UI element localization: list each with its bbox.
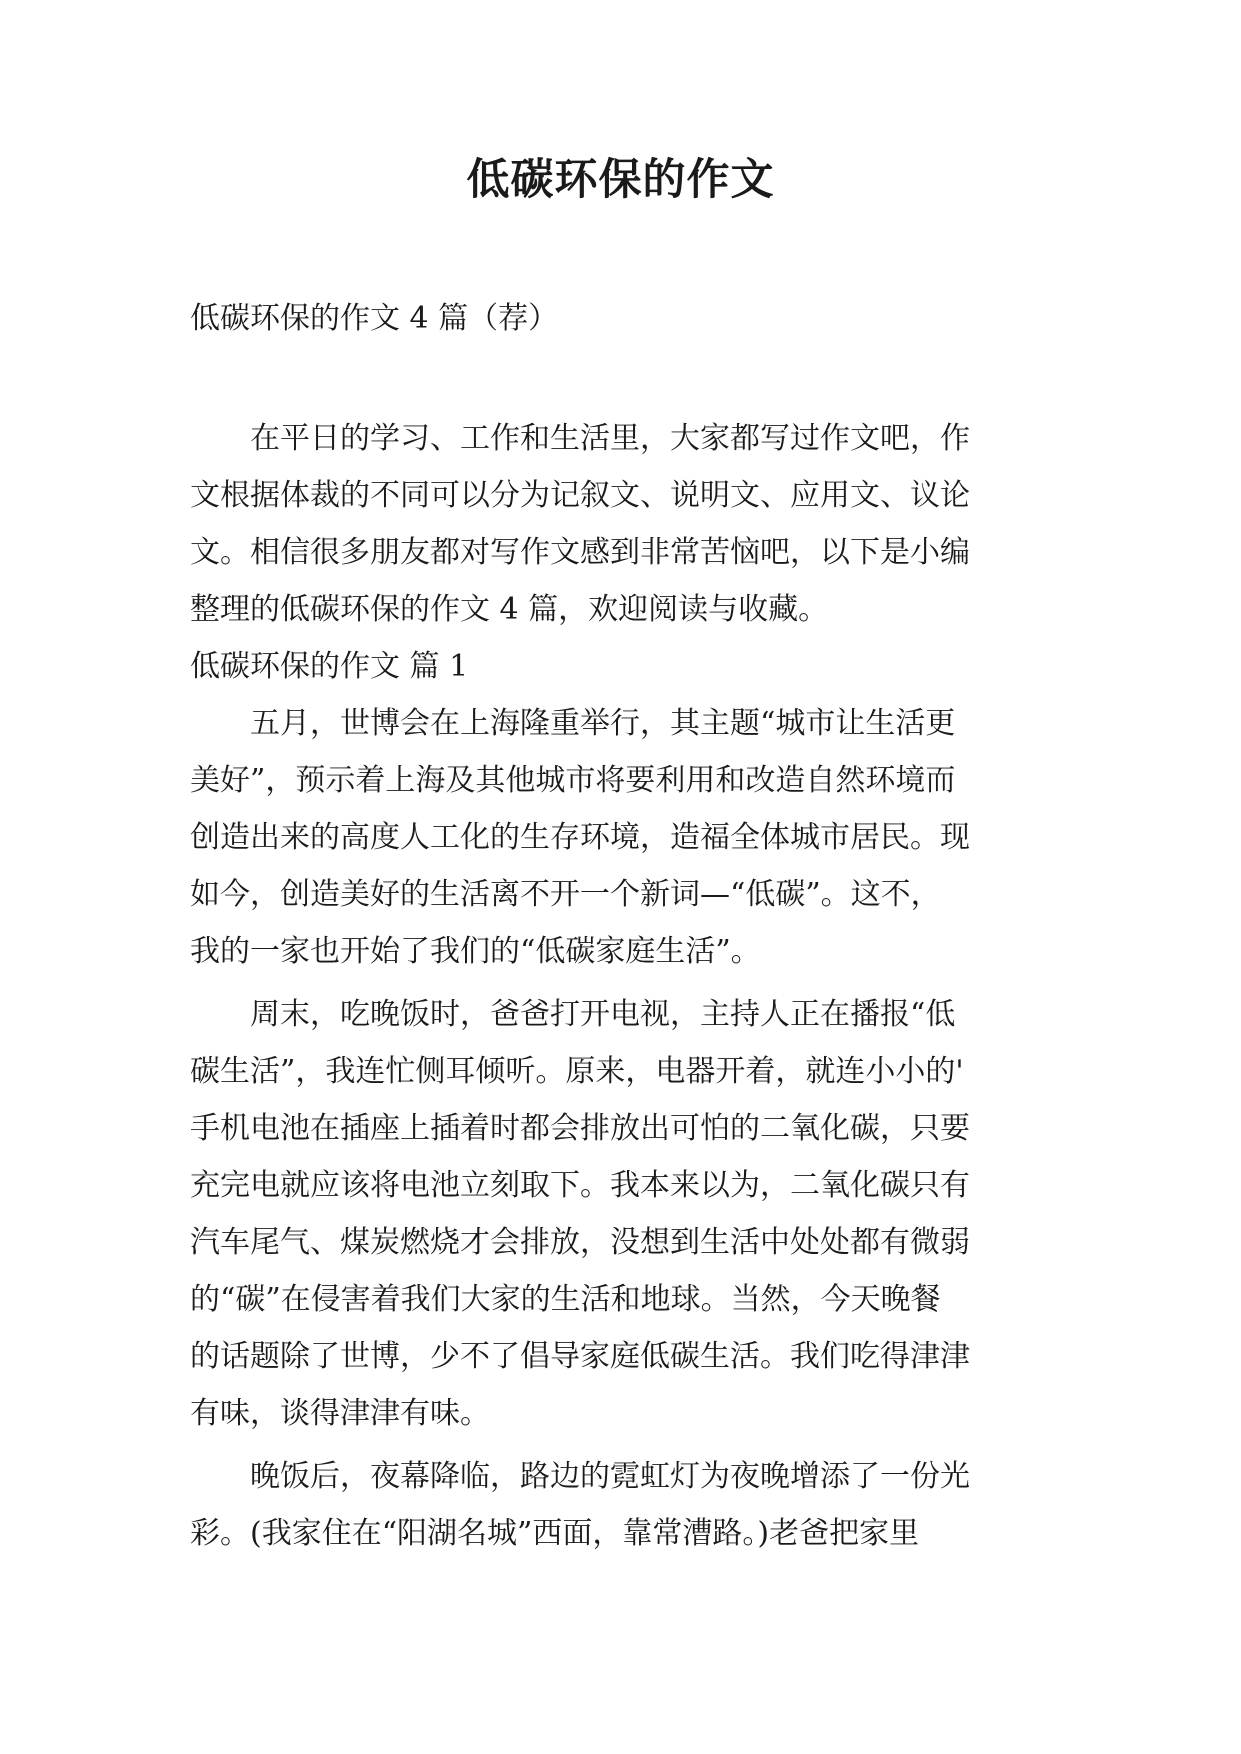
text-line: 的“碳”在侵害着我们大家的生活和地球。当然，今天晚餐 (190, 1282, 941, 1317)
text-line: 汽车尾气、煤炭燃烧才会排放，没想到生活中处处都有微弱 (190, 1225, 970, 1260)
text-line: 创造出来的高度人工化的生存环境，造福全体城市居民。现 (190, 820, 970, 855)
section-heading: 低碳环保的作文 篇 1 (190, 649, 469, 684)
text-line: 文根据体裁的不同可以分为记叙文、说明文、应用文、议论 (190, 478, 970, 513)
text-line: 碳生活”，我连忙侧耳倾听。原来，电器开着，就连小小的' (190, 1054, 964, 1089)
text-line: 晚饭后，夜幕降临，路边的霓虹灯为夜晚增添了一份光 (190, 1459, 970, 1494)
text-line: 整理的低碳环保的作文 4 篇，欢迎阅读与收藏。 (190, 592, 829, 627)
text-line: 文。相信很多朋友都对写作文感到非常苦恼吧，以下是小编 (190, 535, 970, 570)
text-line: 五月，世博会在上海隆重举行，其主题“城市让生活更 (190, 706, 956, 741)
text-line: 周末，吃晚饭时，爸爸打开电视，主持人正在播报“低 (190, 997, 956, 1032)
document-body (190, 290, 1052, 1562)
paragraph-2 (190, 986, 1052, 1442)
intro-paragraph (190, 410, 1052, 638)
paragraph-3 (190, 1448, 1052, 1562)
document-title: 低碳环保的作文 (466, 155, 775, 205)
document-subtitle: 低碳环保的作文 4 篇（荐） (190, 301, 559, 336)
text-line: 有味，谈得津津有味。 (190, 1396, 490, 1431)
text-line: 我的一家也开始了我们的“低碳家庭生活”。 (190, 934, 761, 969)
text-line: 在平日的学习、工作和生活里，大家都写过作文吧，作 (190, 421, 970, 456)
text-line: 彩。(我家住在“阳湖名城”西面，靠常漕路。)老爸把家里 (190, 1516, 920, 1551)
text-line: 的话题除了世博，少不了倡导家庭低碳生活。我们吃得津津 (190, 1339, 970, 1374)
paragraph-1 (190, 695, 1052, 980)
text-line: 美好”，预示着上海及其他城市将要利用和改造自然环境而 (190, 763, 956, 798)
text-line: 如今，创造美好的生活离不开一个新词—“低碳”。这不， (190, 877, 941, 912)
text-line: 手机电池在插座上插着时都会排放出可怕的二氧化碳，只要 (190, 1111, 970, 1146)
text-line: 充完电就应该将电池立刻取下。我本来以为，二氧化碳只有 (190, 1168, 970, 1203)
